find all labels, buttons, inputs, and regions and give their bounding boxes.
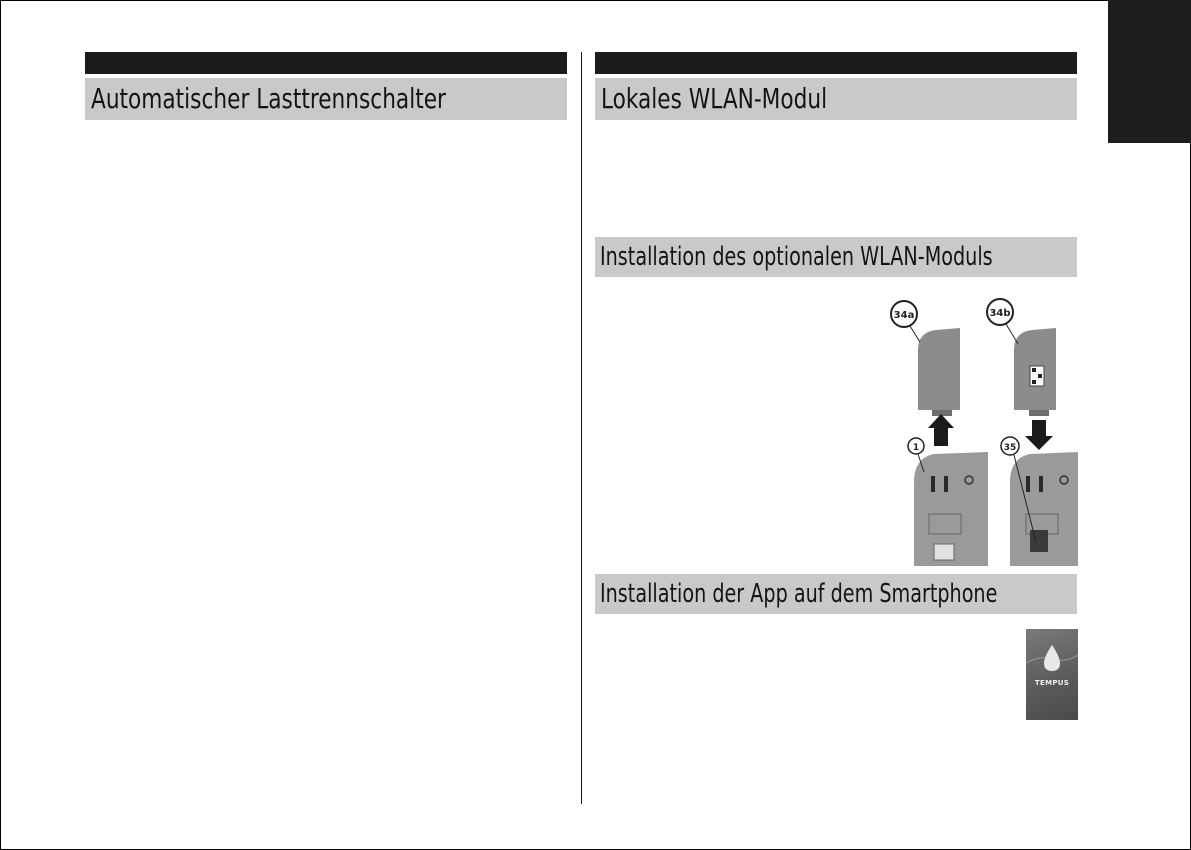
callout-34a-text: 34a [893,310,915,321]
header-bar [85,52,567,74]
module-34b-connector [1029,410,1049,416]
slot-right-a [1026,476,1030,492]
header-bar [595,52,1077,74]
module-34a-shape [918,328,960,410]
slot-left-a [931,476,935,492]
callout-1-text: 1 [912,443,920,453]
chapter-tab [1108,0,1191,143]
slot-right-b [1039,476,1043,492]
right-section-title-text: Lokales WLAN-Modul [601,82,828,115]
left-section-title [85,78,567,120]
install-module-heading-text: Installation des optionalen WLAN-Moduls [600,242,993,272]
wlan-module-illustration [884,292,1078,566]
column-divider [581,52,582,804]
slot-left-b [944,476,948,492]
tempus-app-icon [1026,629,1078,720]
leader-34b [1006,324,1018,344]
left-section-header [85,52,567,120]
leader-34a [910,326,920,342]
wlan-port-35 [1030,530,1048,552]
app-tile-label: TEMPUS [1034,679,1070,687]
arrow-down-icon [1032,420,1046,438]
arrow-up-head-icon [928,414,954,428]
callout-34b-text: 34b [989,308,1011,319]
right-section-header [595,52,1077,120]
water-drop-icon [1026,629,1078,679]
install-app-heading [595,574,1077,614]
callout-35-text: 35 [1003,443,1017,453]
install-app-heading-text: Installation der App auf dem Smartphone [600,579,998,609]
right-section-title [595,78,1077,120]
left-section-title-text: Automatischer Lasttrennschalter [91,82,446,115]
port-left [934,544,954,560]
install-module-heading [595,237,1077,277]
arrow-down-head-icon [1025,436,1053,450]
